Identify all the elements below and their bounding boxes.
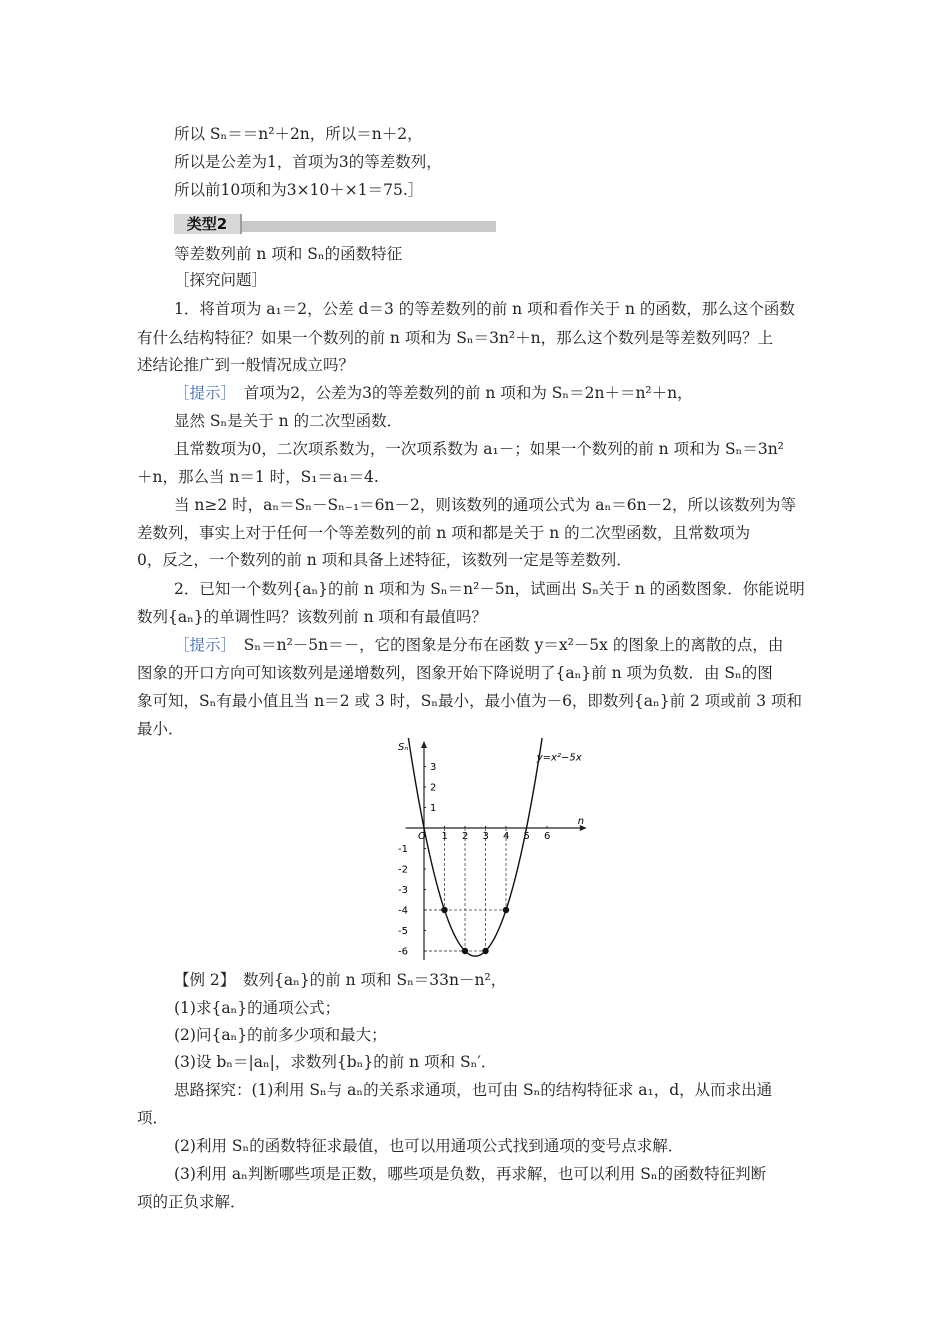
y-tick-label: 2 bbox=[430, 782, 437, 794]
text-line: 所以是公差为1，首项为3的等差数列， bbox=[174, 153, 442, 171]
y-tick-label: -5 bbox=[398, 926, 408, 937]
text-line: (2)问{aₙ}的前多少项和最大； bbox=[174, 1026, 387, 1044]
text-line: 数列{aₙ}的单调性吗？该数列前 n 项和有最值吗？ bbox=[137, 608, 488, 626]
text-line: 有什么结构特征？如果一个数列的前 n 项和为 Sₙ＝3n²＋n，那么这个数列是等差数列吗？上 bbox=[137, 329, 774, 347]
y-tick-label: -6 bbox=[398, 946, 408, 958]
text-line: 0，反之，一个数列的前 n 项和具备上述特征，该数列一定是等差数列． bbox=[137, 551, 632, 569]
text-line: 项的正负求解． bbox=[137, 1193, 246, 1211]
origin-label: O bbox=[418, 831, 426, 842]
data-point bbox=[503, 907, 509, 913]
text-line: 当 n≥2 时，aₙ＝Sₙ－Sₙ₋₁＝6n－2，则该数列的通项公式为 aₙ＝6n－2，所以该数列为等 bbox=[174, 496, 796, 514]
y-tick-label: 3 bbox=[430, 762, 437, 773]
data-point bbox=[462, 948, 468, 954]
text-line: 差数列，事实上对于任何一个等差数列的前 n 项和都是关于 n 的二次型函数，且常数项为 bbox=[137, 524, 751, 542]
y-tick-label: 1 bbox=[430, 803, 437, 814]
section-banner bbox=[174, 214, 496, 234]
text-line: 所以前10项和为3×10＋×1＝75.］ bbox=[174, 181, 424, 199]
question-1: 1．将首项为 a₁＝2，公差 d＝3 的等差数列的前 n 项和看作关于 n 的函数，那么这个函数 bbox=[174, 300, 795, 318]
hint-label: ［提示］ bbox=[174, 636, 229, 654]
text-line: (1)求{aₙ}的通项公式； bbox=[174, 999, 341, 1017]
text-line: 思路探究：(1)利用 Sₙ与 aₙ的关系求通项，也可由 Sₙ的结构特征求 a₁，d，从而求出通 bbox=[174, 1081, 773, 1099]
example-title: 【例 2】 数列{aₙ}的前 n 项和 Sₙ＝33n－n²， bbox=[174, 971, 507, 989]
text-line: 显然 Sₙ是关于 n 的二次型函数． bbox=[174, 412, 403, 430]
data-point bbox=[482, 948, 488, 954]
text-line: 最小． bbox=[137, 720, 184, 738]
text-line: 述结论推广到一般情况成立吗？ bbox=[137, 356, 355, 374]
curve-label: y=x²−5x bbox=[536, 752, 582, 764]
text-line: 且常数项为0，二次项系数为，一次项系数为 a₁－；如果一个数列的前 n 项和为 Sₙ＝3n² bbox=[174, 440, 784, 458]
x-tick-label: 1 bbox=[441, 831, 448, 842]
parabola-curve bbox=[408, 738, 543, 956]
question-2: 2．已知一个数列{aₙ}的前 n 项和为 Sₙ＝n²－5n，试画出 Sₙ关于 n 的函数图象．你能说明 bbox=[174, 580, 805, 598]
y-tick-label: -4 bbox=[398, 905, 408, 917]
hint-line: ［提示］ Sₙ＝n²－5n＝－，它的图象是分布在函数 y＝x²－5x 的图象上的离散的点，由 bbox=[174, 636, 784, 654]
function-graph bbox=[380, 738, 590, 960]
y-tick-label: -3 bbox=[398, 885, 408, 896]
hint-label: ［提示］ bbox=[174, 384, 229, 402]
x-tick-label: 2 bbox=[462, 831, 469, 842]
x-tick-label: 4 bbox=[503, 831, 510, 842]
section-title: 等差数列前 n 项和 Sₙ的函数特征 bbox=[174, 245, 403, 263]
text-line: (3)设 bₙ＝|aₙ|，求数列{bₙ}的前 n 项和 Sₙ′． bbox=[174, 1053, 497, 1071]
x-tick-label: 3 bbox=[482, 831, 489, 842]
text-line: (3)利用 aₙ判断哪些项是正数，哪些项是负数，再求解，也可以利用 Sₙ的函数特征判断 bbox=[174, 1165, 767, 1183]
text-line: (2)利用 Sₙ的函数特征求最值，也可以用通项公式找到通项的变号点求解． bbox=[174, 1137, 684, 1155]
y-tick-label: -1 bbox=[398, 844, 408, 855]
text-line: 象可知，Sₙ有最小值且当 n＝2 或 3 时，Sₙ最小，最小值为－6，即数列{aₙ}前 2 项或前 3 项和 bbox=[137, 692, 803, 710]
y-tick-label: -2 bbox=[398, 864, 408, 876]
text-line: ＋n，那么当 n＝1 时，S₁＝a₁＝4. bbox=[137, 468, 379, 486]
y-axis-label: Sₙ bbox=[398, 742, 409, 754]
data-point bbox=[441, 907, 447, 913]
text-line: 所以 Sₙ＝＝n²＋2n，所以＝n＋2， bbox=[174, 125, 423, 143]
hint-line: ［提示］ 首项为2，公差为3的等差数列的前 n 项和为 Sₙ＝2n＋＝n²＋n， bbox=[174, 384, 693, 402]
text-line: 图象的开口方向可知该数列是递增数列，图象开始下降说明了{aₙ}前 n 项为负数．由 Sₙ的图 bbox=[137, 664, 773, 682]
subsection-title: ［探究问题］ bbox=[174, 271, 268, 289]
x-axis-label: n bbox=[577, 816, 585, 827]
x-tick-label: 6 bbox=[544, 831, 551, 842]
banner-tag: 类型2 bbox=[174, 214, 242, 234]
y-axis-arrow bbox=[421, 741, 427, 748]
text-line: 项． bbox=[137, 1109, 169, 1127]
x-tick-label: 5 bbox=[523, 831, 530, 842]
